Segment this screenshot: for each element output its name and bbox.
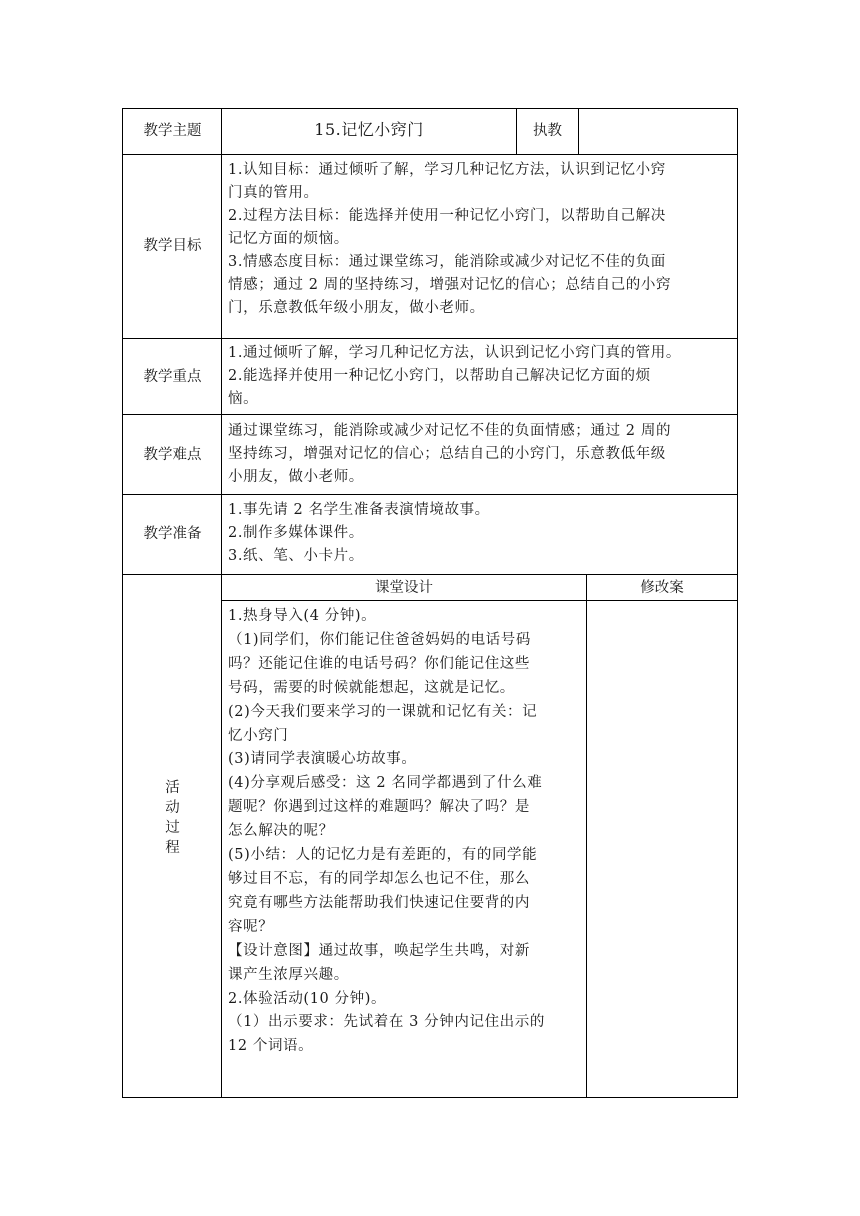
design-line: 究竟有哪些方法能帮助我们快速记住要背的内 xyxy=(228,894,530,911)
design-line: 吗？还能记住谁的电话号码？你们能记住这些 xyxy=(228,655,530,672)
table-border-left xyxy=(122,108,123,1098)
difficulties-line: 通过课堂练习，能消除或减少对记忆不佳的负面情感；通过 2 周的 xyxy=(228,423,672,439)
process-label xyxy=(124,778,221,858)
goals-line: 1.认知目标：通过倾听了解，学习几种记忆方法，认识到记忆小窍 xyxy=(228,162,666,178)
design-content xyxy=(228,605,583,1059)
difficulties-label: 教学难点 xyxy=(143,447,202,463)
difficulties-line: 小朋友，做小老师。 xyxy=(228,469,364,485)
preparation-line: 3.纸、笔、小卡片。 xyxy=(228,548,364,564)
key-points-content xyxy=(228,342,734,411)
process-label-char: 程 xyxy=(165,840,180,856)
design-line: (2)今天我们要来学习的一课就和记忆有关：记 xyxy=(228,703,538,720)
row-divider-difficulties xyxy=(122,494,738,495)
design-line: 怎么解决的呢？ xyxy=(228,823,334,840)
label-column-divider xyxy=(221,108,222,1098)
design-line: 题呢？你遇到过这样的难题吗？解决了吗？是 xyxy=(228,799,530,816)
preparation-line: 2.制作多媒体课件。 xyxy=(228,525,364,541)
table-border-top xyxy=(122,108,738,109)
table-border-right xyxy=(737,108,738,1098)
design-line: （1)同学们，你们能记住爸爸妈妈的电话号码 xyxy=(228,631,531,648)
row-divider-key-points xyxy=(122,414,738,415)
design-line: (3)请同学表演暖心坊故事。 xyxy=(228,751,417,768)
row-divider-process-header xyxy=(221,600,738,601)
table-border-bottom xyxy=(122,1097,738,1098)
goals-line: 2.过程方法目标：能选择并使用一种记忆小窍门，以帮助自己解决 xyxy=(228,208,666,224)
header-divider-2 xyxy=(578,108,579,155)
design-line: 够过目不忘，有的同学却怎么也记不住，那么 xyxy=(228,870,530,887)
design-line: 12 个词语。 xyxy=(228,1038,314,1055)
key-points-line: 2.能选择并使用一种记忆小窍门，以帮助自己解决记忆方面的烦 xyxy=(228,368,651,384)
design-header: 课堂设计 xyxy=(375,580,433,596)
preparation-content xyxy=(228,499,734,568)
row-divider-preparation xyxy=(122,574,738,575)
design-line: （1）出示要求：先试着在 3 分钟内记住出示的 xyxy=(228,1014,545,1031)
topic-title: 15.记忆小窍门 xyxy=(314,120,424,139)
design-line: 2.体验活动(10 分钟)。 xyxy=(228,990,387,1007)
design-line: 【设计意图】通过故事，唤起学生共鸣，对新 xyxy=(228,942,530,959)
goals-line: 记忆方面的烦恼。 xyxy=(228,231,349,247)
design-line: 容呢？ xyxy=(228,918,274,935)
design-line: 1.热身导入(4 分钟)。 xyxy=(228,608,377,624)
goals-label: 教学目标 xyxy=(143,238,202,254)
preparation-label: 教学准备 xyxy=(143,526,202,542)
topic-label: 教学主题 xyxy=(143,123,202,139)
key-points-label: 教学重点 xyxy=(143,369,202,385)
design-line: (4)分享观后感受：这 2 名同学都遇到了什么难 xyxy=(228,775,543,792)
goals-line: 情感；通过 2 周的坚持练习，增强对记忆的信心；总结自己的小窍 xyxy=(228,277,672,293)
goals-line: 3.情感态度目标：通过课堂练习，能消除或减少对记忆不佳的负面 xyxy=(228,254,666,270)
goals-line: 门真的管用。 xyxy=(228,185,319,201)
process-label-char: 动 xyxy=(165,800,180,816)
design-line: 号码，需要的时候就能想起，这就是记忆。 xyxy=(228,679,515,696)
process-column-divider xyxy=(586,574,587,1098)
process-label-char: 过 xyxy=(165,820,180,836)
key-points-line: 1.通过倾听了解，学习几种记忆方法，认识到记忆小窍门真的管用。 xyxy=(228,345,681,361)
goals-content xyxy=(228,159,734,320)
process-label-char: 活 xyxy=(165,780,180,796)
goals-line: 门，乐意教低年级小朋友，做小老师。 xyxy=(228,300,485,316)
design-line: 课产生浓厚兴趣。 xyxy=(228,966,349,983)
difficulties-content xyxy=(228,420,734,489)
row-divider-header xyxy=(122,154,738,155)
teacher-label: 执教 xyxy=(533,123,562,139)
revision-header: 修改案 xyxy=(640,580,684,596)
row-divider-goals xyxy=(122,338,738,339)
design-line: (5)小结：人的记忆力是有差距的，有的同学能 xyxy=(228,847,538,864)
design-line: 忆小窍门 xyxy=(228,727,289,744)
difficulties-line: 坚持练习，增强对记忆的信心；总结自己的小窍门，乐意教低年级 xyxy=(228,446,666,462)
key-points-line: 恼。 xyxy=(228,391,259,407)
preparation-line: 1.事先请 2 名学生准备表演情境故事。 xyxy=(228,502,490,518)
